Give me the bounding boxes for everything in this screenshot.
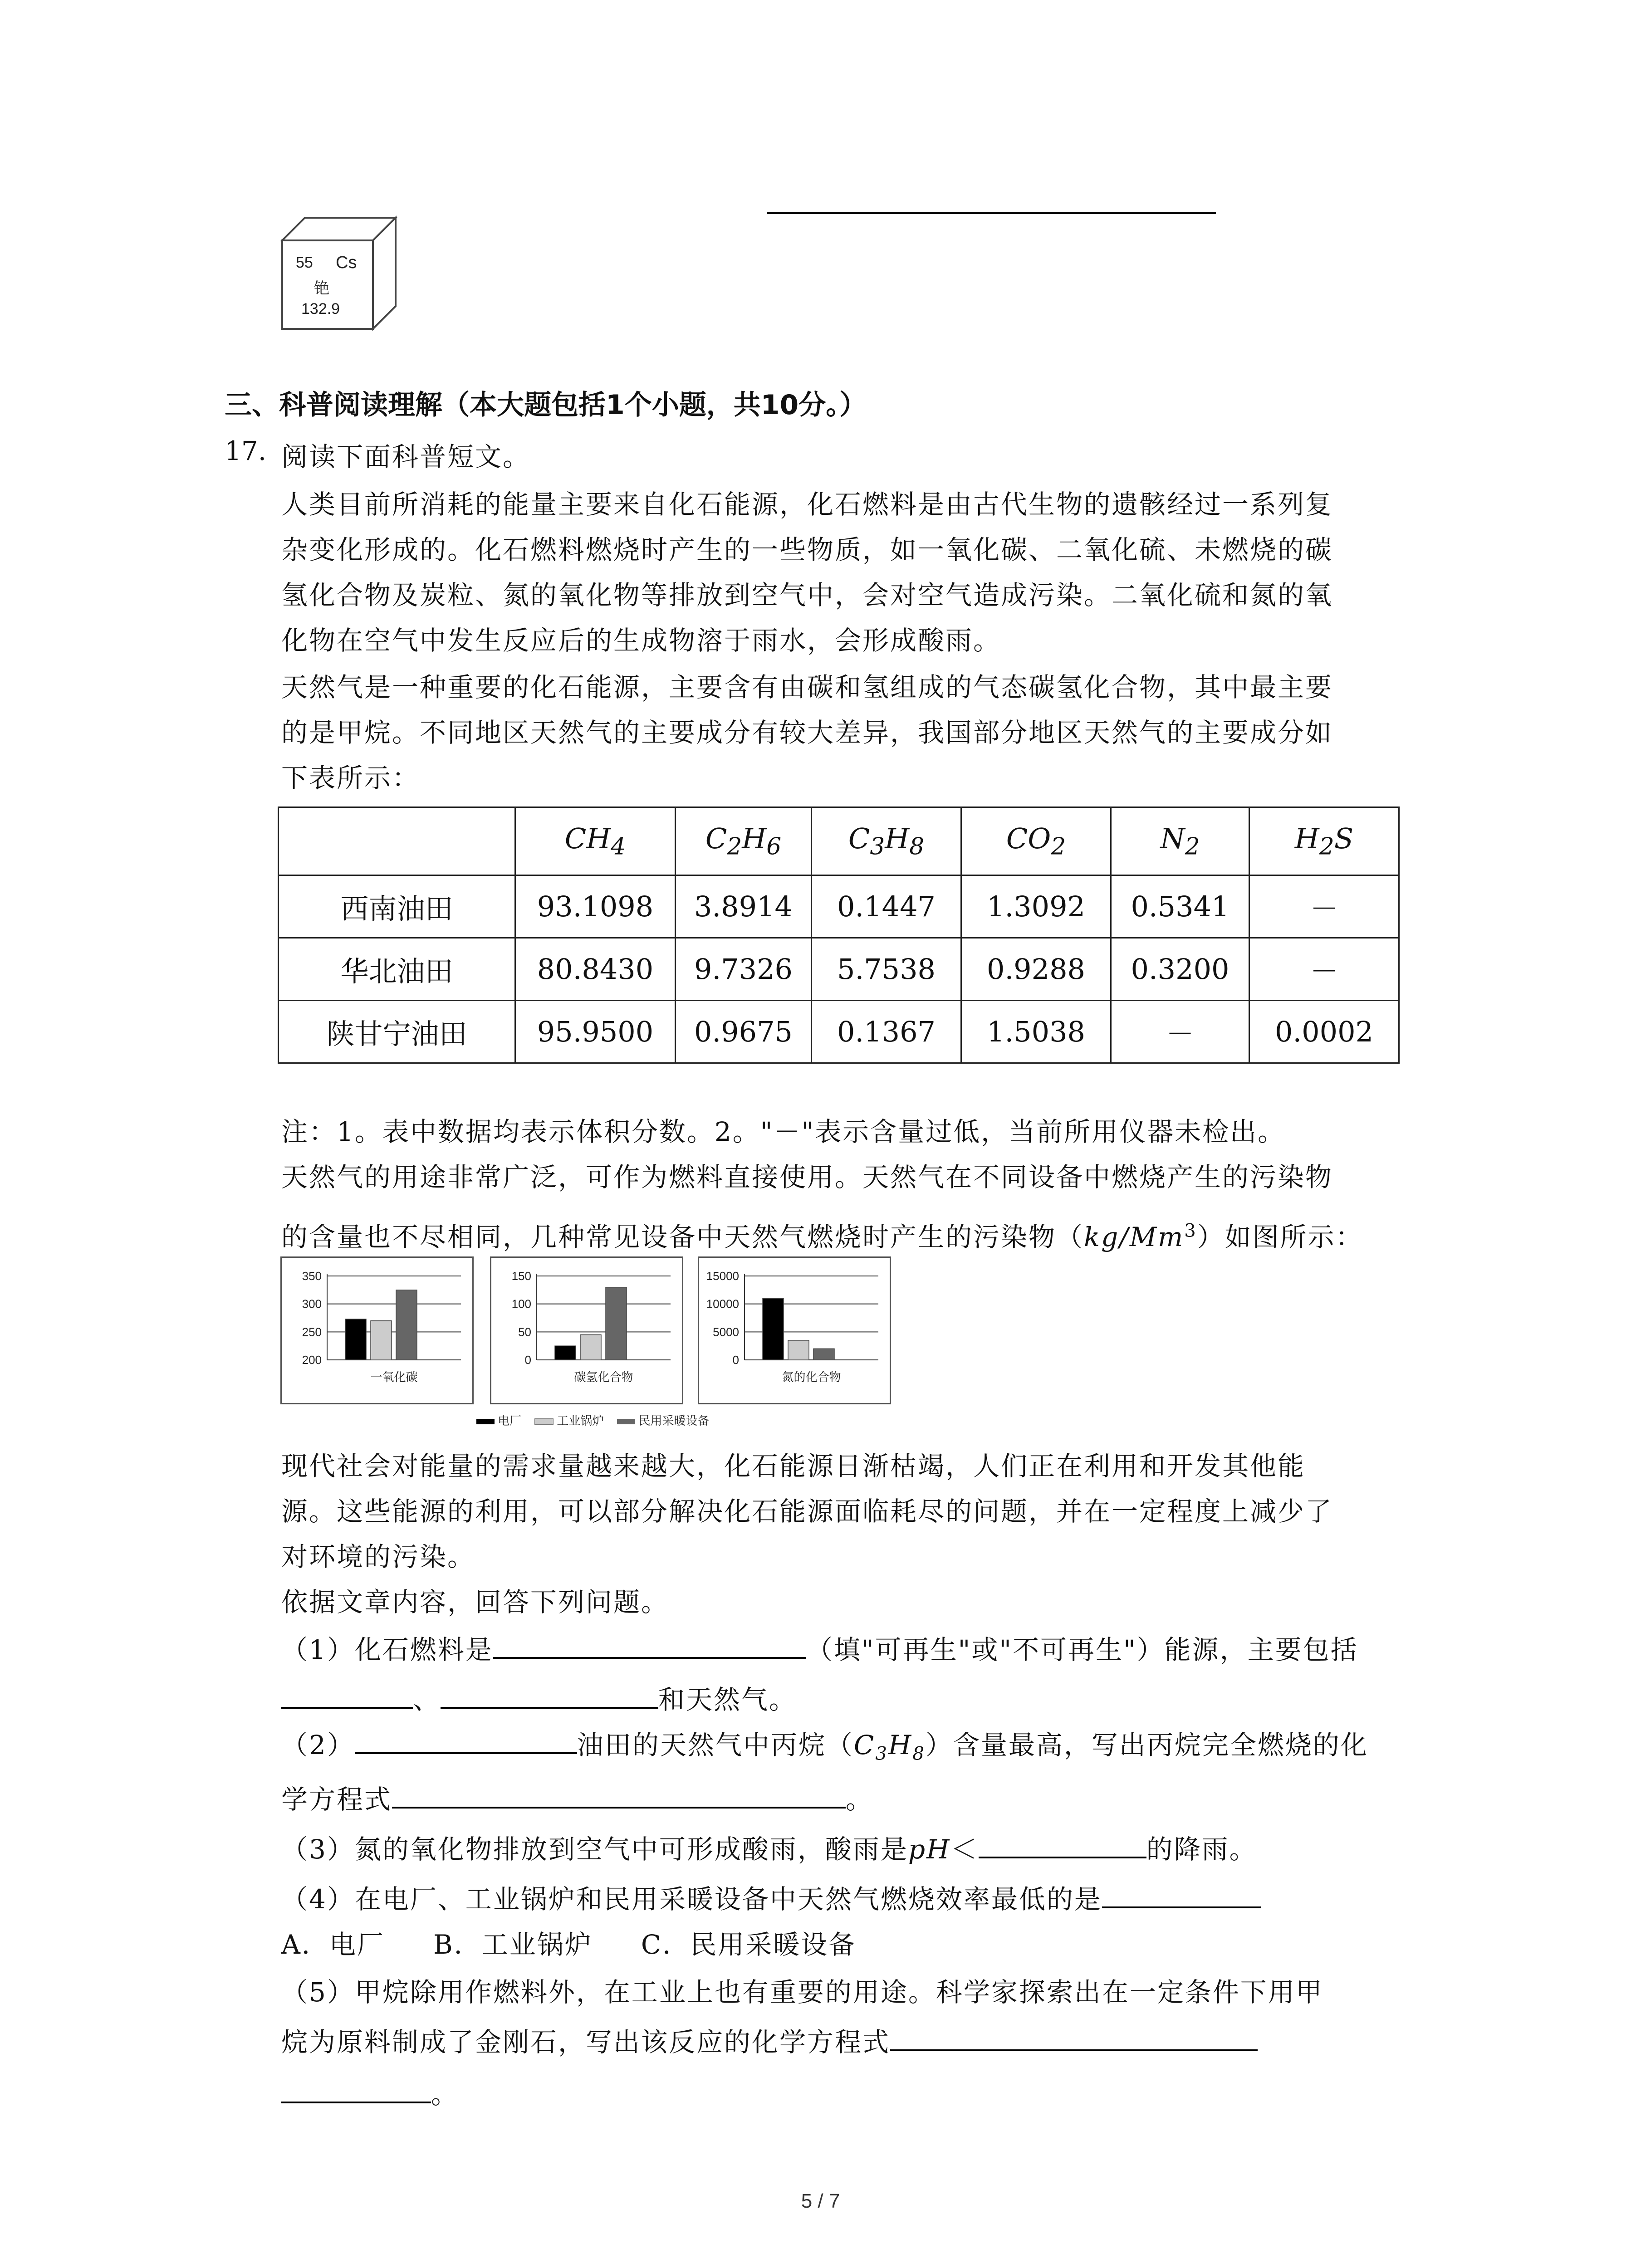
table-cell: － — [1111, 1001, 1249, 1063]
table-cell: 93.1098 — [515, 875, 676, 938]
paragraph-2-line: 下表所示： — [281, 763, 420, 793]
question-2: （2） 油田的天然气中丙烷$(C_3H_8)$含量最高，写出丙烷完全燃烧的化 — [281, 1724, 1368, 1765]
paragraph-1-line: 人类目前所消耗的能量主要来自化石能源，化石燃料是由古代生物的遗骸经过一系列复 — [281, 489, 1333, 520]
table-cell: 3.8914 — [676, 875, 812, 938]
y-tick-label: 0 — [732, 1353, 739, 1367]
y-tick-label: 150 — [511, 1269, 531, 1283]
question-3: （3）氮的氧化物排放到空气中可形成酸雨，酸雨是pH＜ 的降雨。 — [281, 1828, 1257, 1866]
q4-blank-answer[interactable] — [1102, 1879, 1261, 1908]
gas-composition-table — [278, 807, 1400, 1064]
legend-label: 工业锅炉 — [557, 1414, 604, 1427]
table-header-c2h6: $C_2H_6$ — [676, 807, 812, 875]
element-mass: 132.9 — [301, 300, 340, 318]
question-number: 17. — [225, 435, 267, 466]
section-title: 三、科普阅读理解（本大题包括1个小题，共10分。） — [225, 389, 867, 421]
table-cell: 0.9675 — [676, 1001, 812, 1063]
question-4: （4）在电厂、工业锅炉和民用采暖设备中天然气燃烧效率最低的是 — [281, 1878, 1261, 1916]
table-cell: － — [1249, 875, 1399, 938]
table-header-c3h8: $C_3H_8$ — [812, 807, 961, 875]
q5-blank-equation-cont[interactable] — [281, 2074, 431, 2103]
table-row — [279, 1001, 1399, 1063]
table-header-ch4: $CH_4$ — [515, 807, 676, 875]
q3-blank-ph[interactable] — [979, 1829, 1146, 1858]
paragraph-1-line: 化物在空气中发生反应后的生成物溶于雨水，会形成酸雨。 — [281, 625, 1001, 656]
table-cell: 5.7538 — [812, 938, 961, 1001]
legend-label: 电厂 — [498, 1414, 522, 1427]
element-symbol: Cs — [336, 253, 357, 272]
table-cell: 0.3200 — [1111, 938, 1249, 1001]
option-b: B．工业锅炉 — [433, 1929, 593, 1960]
bar — [763, 1298, 784, 1360]
y-tick-label: 15000 — [706, 1269, 739, 1283]
table-header-row — [279, 807, 1399, 875]
y-tick-label: 100 — [511, 1297, 531, 1311]
paragraph-4-line: 现代社会对能量的需求量越来越大，化石能源日渐枯竭，人们正在利用和开发其他能 — [281, 1451, 1306, 1481]
q1-blank-renewable[interactable] — [493, 1630, 806, 1659]
y-tick-label: 300 — [302, 1297, 322, 1311]
bar — [345, 1319, 366, 1360]
answer-intro: 依据文章内容，回答下列问题。 — [281, 1587, 669, 1618]
paragraph-1-line: 氢化合物及炭粒、氮的氧化物等排放到空气中，会对空气造成污染。二氧化硫和氮的氧 — [281, 580, 1333, 611]
page-number: 5 / 7 — [801, 2190, 840, 2212]
table-header-n2: $N_2$ — [1111, 807, 1249, 875]
q2-blank-oilfield[interactable] — [355, 1725, 577, 1754]
question-1: （1）化石燃料是 （填"可再生"或"不可再生"）能源，主要包括 — [281, 1628, 1358, 1667]
legend-swatch-power-plant — [476, 1419, 495, 1424]
bar — [580, 1335, 601, 1360]
bar — [813, 1349, 834, 1360]
chart-co-svg — [282, 1258, 472, 1403]
chart-nitrogen — [698, 1256, 891, 1404]
q2-blank-equation[interactable] — [392, 1779, 846, 1809]
legend-label: 民用采暖设备 — [638, 1414, 710, 1427]
table-cell: 95.9500 — [515, 1001, 676, 1063]
element-name: 铯 — [314, 280, 329, 297]
table-row-name: 陕甘宁油田 — [279, 1001, 515, 1063]
bar — [606, 1287, 627, 1360]
top-answer-blank — [767, 212, 1216, 214]
chart-hydrocarbon-svg — [491, 1258, 682, 1403]
question-2-cont: 学方程式 。 — [281, 1778, 873, 1816]
paragraph-4-line: 源。这些能源的利用，可以部分解决化石能源面临耗尽的问题，并在一定程度上减少了 — [281, 1496, 1333, 1527]
table-row-name: 华北油田 — [279, 938, 515, 1001]
chart-title: 碳氢化合物 — [574, 1371, 633, 1384]
table-row — [279, 875, 1399, 938]
question-5-cont: 烷为原料制成了金刚石，写出该反应的化学方程式 — [281, 2021, 1258, 2059]
bar — [371, 1321, 392, 1360]
table-cell: 0.1447 — [812, 875, 961, 938]
table-header-co2: $CO_2$ — [961, 807, 1111, 875]
paragraph-1-line: 杂变化形成的。化石燃料燃烧时产生的一些物质，如一氧化碳、二氧化硫、未燃烧的碳 — [281, 534, 1333, 565]
legend-swatch-industrial-boiler — [534, 1418, 554, 1425]
paragraph-3-line: 的含量也不尽相同，几种常见设备中天然气燃烧时产生的污染物（kg/Mm$^3$）如图所示： — [281, 1220, 1363, 1252]
chart-co — [280, 1256, 474, 1404]
q5-blank-equation[interactable] — [890, 2022, 1258, 2051]
table-cell: 0.9288 — [961, 938, 1111, 1001]
table-row-name: 西南油田 — [279, 875, 515, 938]
legend-swatch-heating — [617, 1419, 635, 1424]
y-tick-label: 10000 — [706, 1297, 739, 1311]
q1-blank-fuel-2[interactable] — [441, 1680, 658, 1709]
unit-text: kg/Mm — [1084, 1222, 1185, 1252]
table-header-h2s: $H_2S$ — [1249, 807, 1399, 875]
table-row — [279, 938, 1399, 1001]
option-c: C．民用采暖设备 — [641, 1929, 857, 1960]
question-5: （5）甲烷除用作燃料外，在工业上也有重要的用途。科学家探索出在一定条件下用甲 — [281, 1977, 1323, 2008]
chart-legend — [476, 1412, 710, 1428]
y-tick-label: 5000 — [713, 1325, 739, 1339]
y-tick-label: 200 — [302, 1353, 322, 1367]
question-5-end: 。 — [281, 2073, 459, 2111]
table-cell: 0.0002 — [1249, 1001, 1399, 1063]
paragraph-3-line: 天然气的用途非常广泛，可作为燃料直接使用。天然气在不同设备中燃烧产生的污染物 — [281, 1162, 1333, 1193]
paragraph-2-line: 的是甲烷。不同地区天然气的主要成分有较大差异，我国部分地区天然气的主要成分如 — [281, 717, 1333, 748]
chart-title: 氮的化合物 — [782, 1371, 841, 1384]
table-cell: 0.1367 — [812, 1001, 961, 1063]
cesium-element-card — [278, 213, 400, 336]
option-a: A．电厂 — [281, 1929, 385, 1960]
chart-nitrogen-svg — [699, 1258, 890, 1403]
bar — [396, 1290, 417, 1360]
paragraph-2-line: 天然气是一种重要的化石能源，主要含有由碳和氢组成的气态碳氢化合物，其中最主要 — [281, 672, 1333, 703]
table-cell: 9.7326 — [676, 938, 812, 1001]
table-cell: 0.5341 — [1111, 875, 1249, 938]
question-intro: 阅读下面科普短文。 — [281, 441, 531, 472]
y-tick-label: 0 — [524, 1353, 531, 1367]
table-cell: 1.3092 — [961, 875, 1111, 938]
table-corner-cell — [279, 807, 515, 875]
chart-hydrocarbon — [490, 1256, 683, 1404]
y-tick-label: 250 — [302, 1325, 322, 1339]
y-tick-label: 50 — [518, 1325, 531, 1339]
question-1-cont: 、 和天然气。 — [281, 1678, 797, 1716]
table-cell: 80.8430 — [515, 938, 676, 1001]
table-note: 注：1。表中数据均表示体积分数。2。"－"表示含量过低，当前所用仪器未检出。 — [281, 1116, 1286, 1147]
y-tick-label: 350 — [302, 1269, 322, 1283]
q1-blank-fuel-1[interactable] — [281, 1680, 413, 1709]
bar — [788, 1340, 809, 1360]
table-cell: 1.5038 — [961, 1001, 1111, 1063]
paragraph-4-line: 对环境的污染。 — [281, 1541, 475, 1572]
question-4-options — [281, 1923, 856, 1961]
bar — [555, 1346, 576, 1360]
element-number: 55 — [296, 254, 313, 271]
table-cell: － — [1249, 938, 1399, 1001]
chart-title: 一氧化碳 — [370, 1371, 418, 1384]
